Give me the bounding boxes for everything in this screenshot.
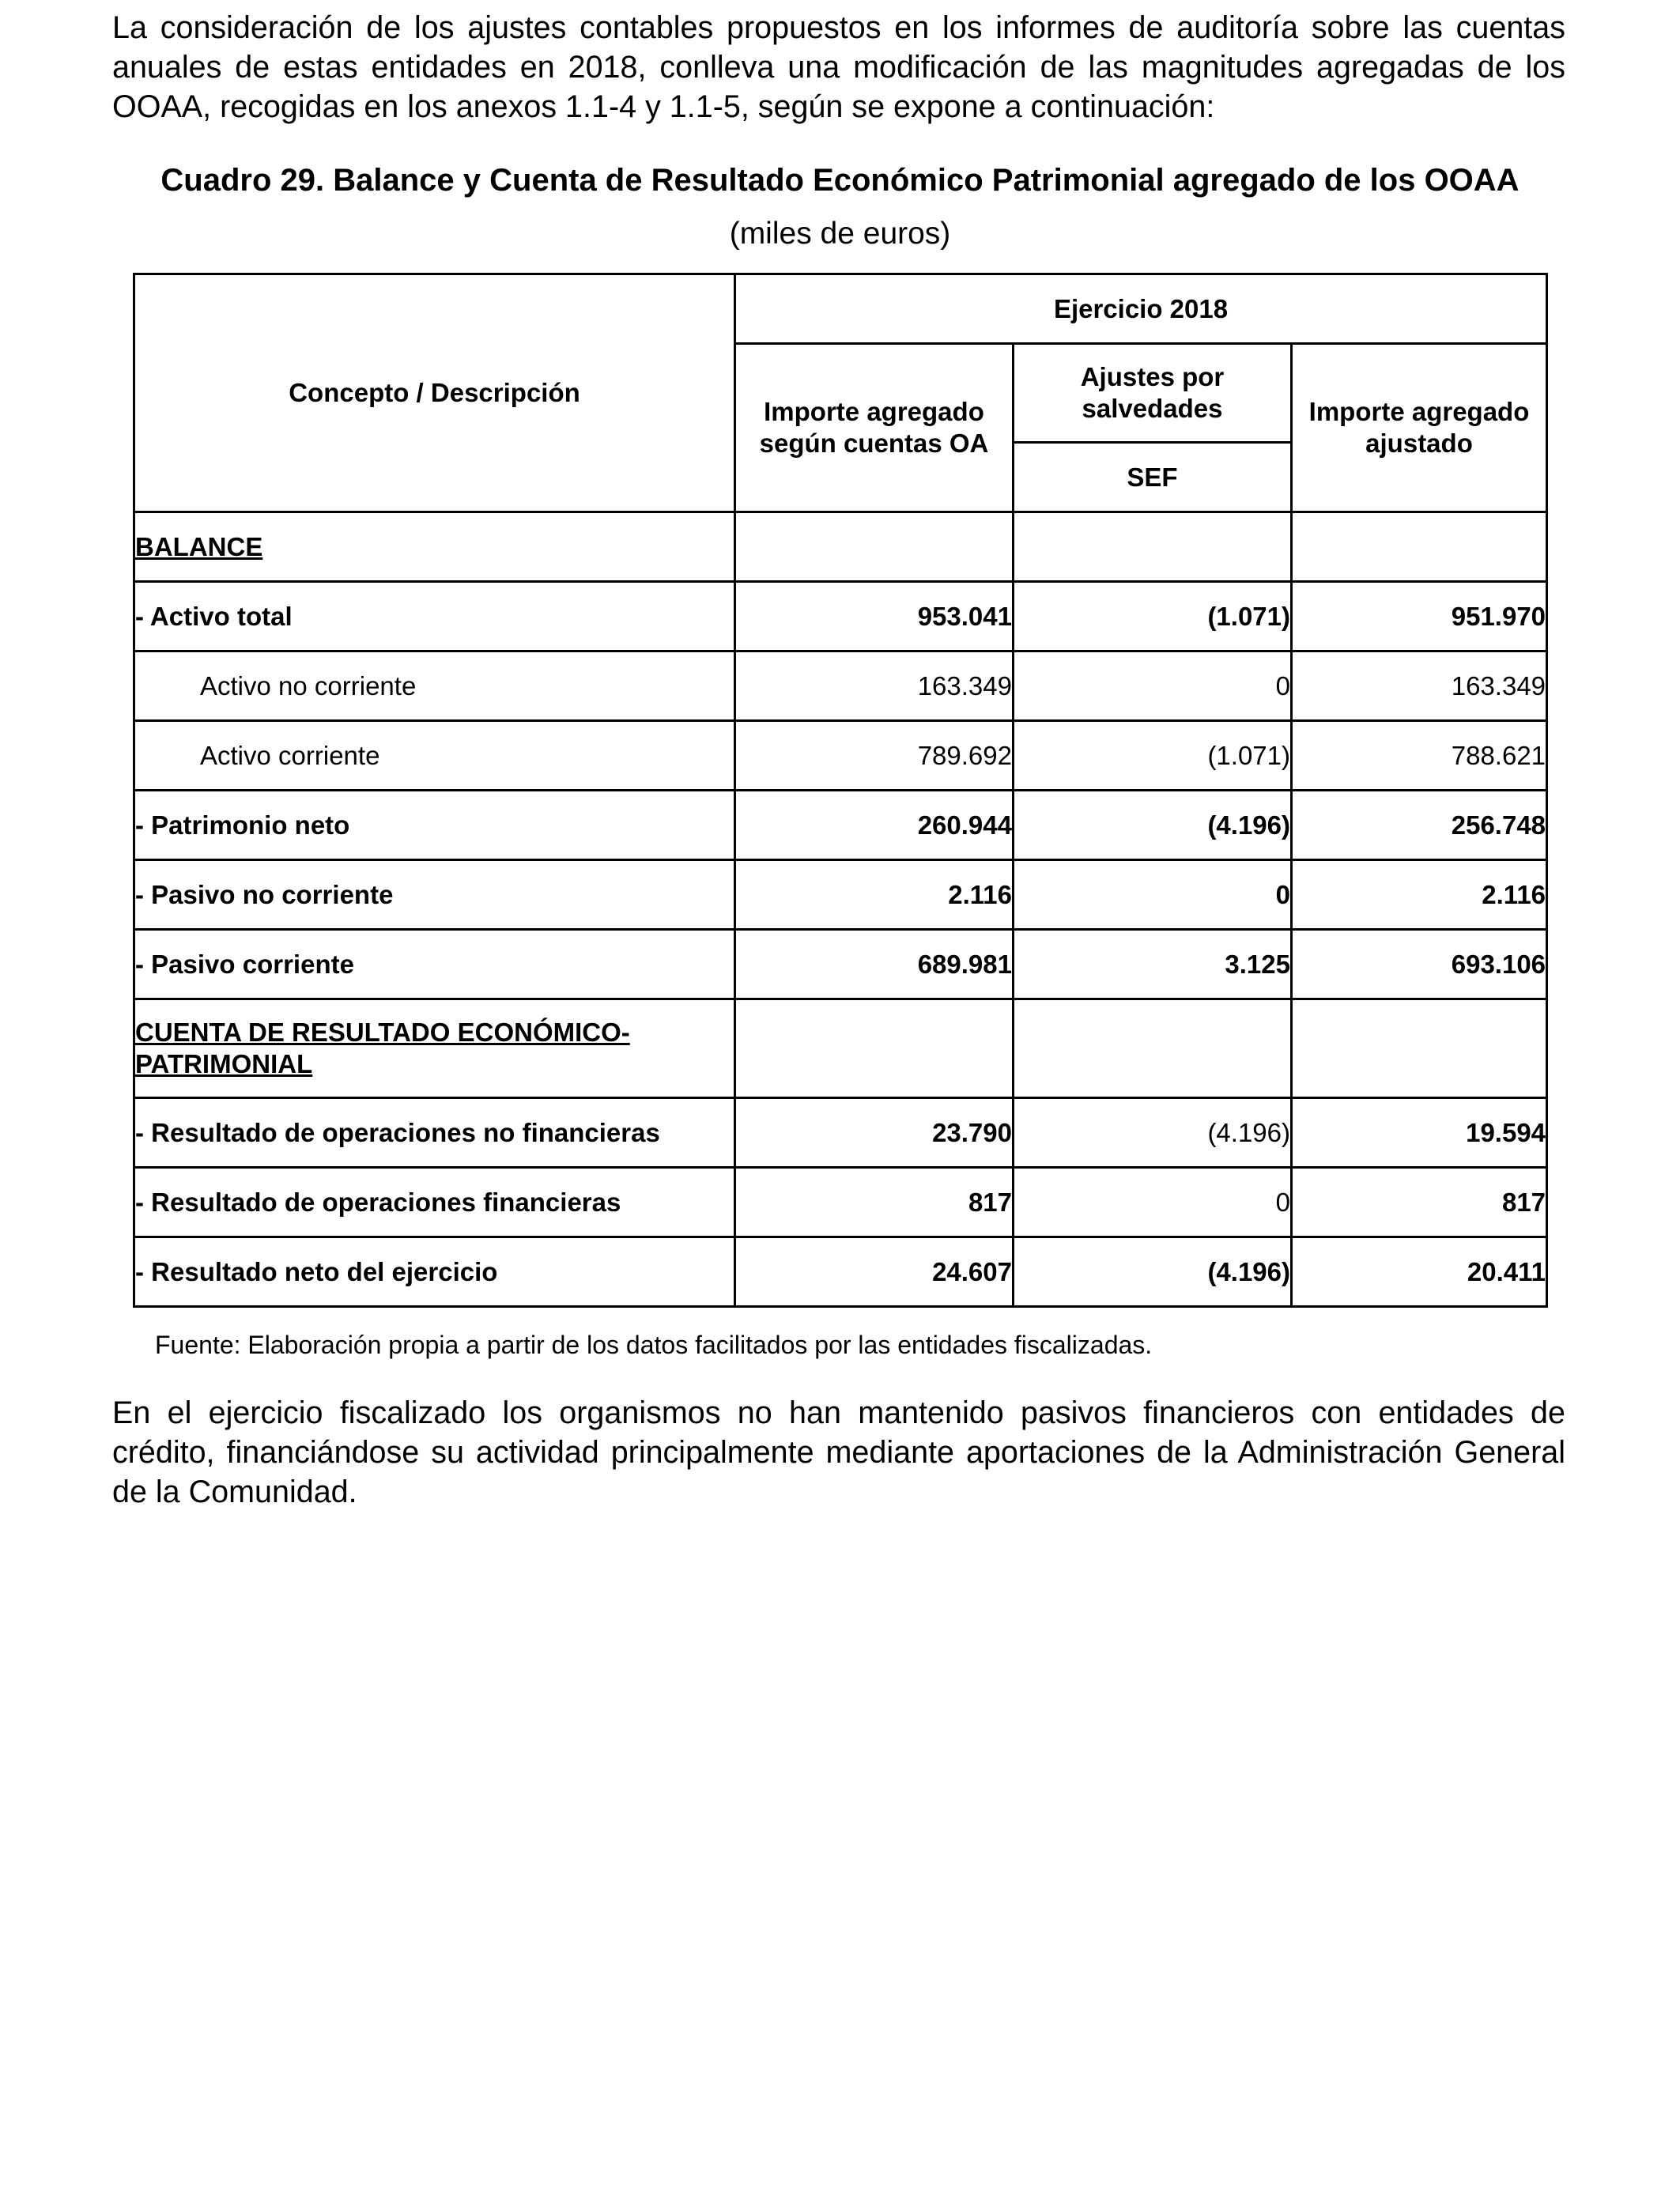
header-sef: SEF [1014,443,1292,512]
row-label: - Activo total [134,582,735,651]
cell-ajuste-sef: (4.196) [1014,791,1292,860]
cell-ajuste-sef [1014,512,1292,582]
cell-importe-oa: 789.692 [735,721,1014,791]
cell-importe-oa: 163.349 [735,651,1014,721]
cell-importe-ajustado: 163.349 [1292,651,1547,721]
cell-importe-oa: 2.116 [735,860,1014,930]
cell-importe-oa: 23.790 [735,1098,1014,1168]
header-ejercicio: Ejercicio 2018 [735,274,1547,344]
row-label: CUENTA DE RESULTADO ECONÓMICO-PATRIMONIAL [134,999,735,1098]
cell-importe-ajustado: 20.411 [1292,1237,1547,1307]
table-caption: Cuadro 29. Balance y Cuenta de Resultado Económico Patrimonial agregado de los OOAA [160,163,1520,198]
table-row [134,651,1547,721]
table-row [134,791,1547,860]
cell-importe-ajustado: 951.970 [1292,582,1547,651]
cell-importe-ajustado: 256.748 [1292,791,1547,860]
row-label: Activo no corriente [134,651,735,721]
table-row [134,1098,1547,1168]
table-row [134,1168,1547,1237]
cell-importe-oa: 260.944 [735,791,1014,860]
row-label: - Patrimonio neto [134,791,735,860]
cell-ajuste-sef: 0 [1014,1168,1292,1237]
row-label: - Pasivo corriente [134,930,735,999]
cell-importe-oa: 817 [735,1168,1014,1237]
table-row [134,582,1547,651]
cell-importe-ajustado: 788.621 [1292,721,1547,791]
cell-ajuste-sef: 0 [1014,860,1292,930]
cell-ajuste-sef: (4.196) [1014,1237,1292,1307]
table-row [134,860,1547,930]
cell-importe-oa [735,512,1014,582]
table-row [134,1237,1547,1307]
row-label: - Resultado de operaciones financieras [134,1168,735,1237]
cell-importe-oa: 953.041 [735,582,1014,651]
cell-ajuste-sef: 0 [1014,651,1292,721]
cell-importe-ajustado [1292,999,1547,1098]
table-row [134,721,1547,791]
row-label: Activo corriente [134,721,735,791]
intro-paragraph: La consideración de los ajustes contables propuestos en los informes de auditoría sobre las cuentas anuales de estas entidades en 2018, conlleva una modificación de las magnitudes agregadas de los OOAA, recogidas en los anexos 1.1-4 y 1.1-5, según se expone a continuación: [112,10,1565,124]
closing-paragraph: En el ejercicio fiscalizado los organismos no han mantenido pasivos financieros con entidades de crédito, financiándose su actividad principalmente mediante aportaciones de la Administración General de la Comunidad. [112,1395,1565,1509]
table-body [134,512,1547,1307]
row-label: - Pasivo no corriente [134,860,735,930]
row-label: - Resultado neto del ejercicio [134,1237,735,1307]
cell-importe-oa [735,999,1014,1098]
table-row [134,512,1547,582]
header-ajustes-salvedades: Ajustes por salvedades [1014,344,1292,443]
row-label: - Resultado de operaciones no financieras [134,1098,735,1168]
header-concepto: Concepto / Descripción [134,274,735,512]
cell-importe-oa: 24.607 [735,1237,1014,1307]
cell-importe-ajustado [1292,512,1547,582]
cell-ajuste-sef [1014,999,1292,1098]
cell-importe-ajustado: 2.116 [1292,860,1547,930]
table-row [134,930,1547,999]
row-label: BALANCE [134,512,735,582]
cell-importe-oa: 689.981 [735,930,1014,999]
header-importe-agregado-ajustado: Importe agregado ajustado [1292,344,1547,512]
cell-ajuste-sef: (4.196) [1014,1098,1292,1168]
header-importe-agregado-oa: Importe agregado según cuentas OA [735,344,1014,512]
table-row [134,999,1547,1098]
cell-ajuste-sef: (1.071) [1014,721,1292,791]
cell-ajuste-sef: (1.071) [1014,582,1292,651]
cell-importe-ajustado: 693.106 [1292,930,1547,999]
table-units: (miles de euros) [729,217,951,251]
cell-importe-ajustado: 817 [1292,1168,1547,1237]
cell-importe-ajustado: 19.594 [1292,1098,1547,1168]
balance-table [133,273,1548,1308]
source-note: Fuente: Elaboración propia a partir de los datos facilitados por las entidades fiscalizadas. [155,1331,1153,1359]
cell-ajuste-sef: 3.125 [1014,930,1292,999]
